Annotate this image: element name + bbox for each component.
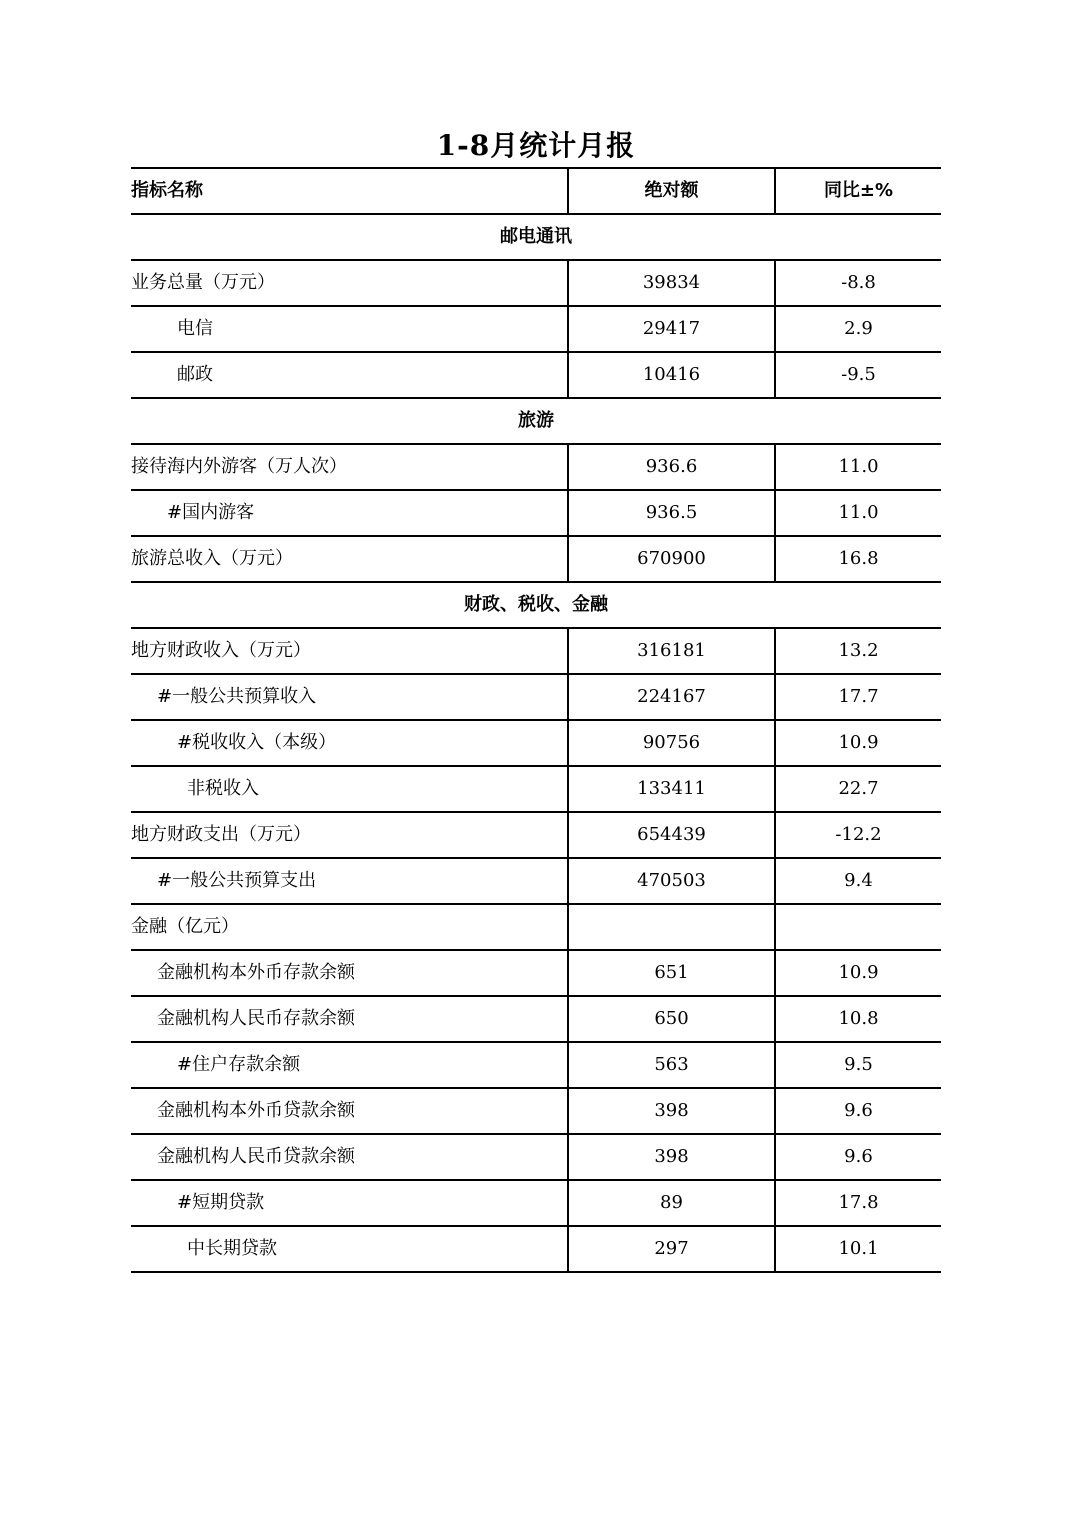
row-pct: 10.9 — [775, 720, 941, 766]
row-name: 中长期贷款 — [131, 1226, 568, 1272]
row-value: 316181 — [568, 628, 775, 674]
row-value: 936.5 — [568, 490, 775, 536]
table-row — [131, 1134, 941, 1180]
table-row — [131, 1042, 941, 1088]
row-pct: 10.1 — [775, 1226, 941, 1272]
row-name: 接待海内外游客（万人次） — [131, 444, 568, 490]
row-name: 地方财政支出（万元） — [131, 812, 568, 858]
table-row — [131, 996, 941, 1042]
row-value: 133411 — [568, 766, 775, 812]
row-value: 670900 — [568, 536, 775, 582]
row-value — [568, 904, 775, 950]
row-pct: -12.2 — [775, 812, 941, 858]
row-value: 398 — [568, 1134, 775, 1180]
row-pct: 10.8 — [775, 996, 941, 1042]
section-title: 旅游 — [131, 398, 941, 444]
table-row — [131, 720, 941, 766]
page-title: 1-8月统计月报 — [436, 129, 636, 162]
table-row — [131, 490, 941, 536]
row-pct: 9.4 — [775, 858, 941, 904]
table-row — [131, 1180, 941, 1226]
row-value: 297 — [568, 1226, 775, 1272]
row-name: #税收收入（本级） — [131, 720, 568, 766]
row-pct: 16.8 — [775, 536, 941, 582]
row-pct: 13.2 — [775, 628, 941, 674]
table-row — [131, 536, 941, 582]
table-row — [131, 1088, 941, 1134]
row-pct: 9.6 — [775, 1134, 941, 1180]
row-value: 650 — [568, 996, 775, 1042]
row-value: 470503 — [568, 858, 775, 904]
row-pct: 9.5 — [775, 1042, 941, 1088]
section-row-finance — [131, 582, 941, 628]
row-pct: 2.9 — [775, 306, 941, 352]
row-value: 398 — [568, 1088, 775, 1134]
header-value: 绝对额 — [568, 168, 775, 214]
section-row-post — [131, 214, 941, 260]
table-row — [131, 812, 941, 858]
row-pct: 11.0 — [775, 490, 941, 536]
table-row — [131, 628, 941, 674]
section-title: 财政、税收、金融 — [131, 582, 941, 628]
row-name: 金融机构人民币贷款余额 — [131, 1134, 568, 1180]
table-header-row — [131, 168, 941, 214]
row-value: 29417 — [568, 306, 775, 352]
row-name: 邮政 — [131, 352, 568, 398]
row-name: 金融机构本外币贷款余额 — [131, 1088, 568, 1134]
row-pct: 22.7 — [775, 766, 941, 812]
row-name: #住户存款余额 — [131, 1042, 568, 1088]
row-value: 651 — [568, 950, 775, 996]
row-name: #一般公共预算支出 — [131, 858, 568, 904]
table-row — [131, 950, 941, 996]
row-name: #短期贷款 — [131, 1180, 568, 1226]
statistics-table — [131, 167, 941, 1273]
row-name: #国内游客 — [131, 490, 568, 536]
section-row-tourism — [131, 398, 941, 444]
row-pct: 17.8 — [775, 1180, 941, 1226]
table-row — [131, 858, 941, 904]
row-value: 89 — [568, 1180, 775, 1226]
row-name: 金融（亿元） — [131, 904, 568, 950]
table-row — [131, 444, 941, 490]
row-name: 业务总量（万元） — [131, 260, 568, 306]
row-name: 电信 — [131, 306, 568, 352]
table-row — [131, 352, 941, 398]
row-value: 10416 — [568, 352, 775, 398]
table-row — [131, 766, 941, 812]
row-value: 936.6 — [568, 444, 775, 490]
row-value: 563 — [568, 1042, 775, 1088]
row-pct: -8.8 — [775, 260, 941, 306]
row-name: 旅游总收入（万元） — [131, 536, 568, 582]
section-title: 邮电通讯 — [131, 214, 941, 260]
row-pct — [775, 904, 941, 950]
row-pct: 11.0 — [775, 444, 941, 490]
row-value: 39834 — [568, 260, 775, 306]
row-pct: -9.5 — [775, 352, 941, 398]
row-pct: 9.6 — [775, 1088, 941, 1134]
row-pct: 10.9 — [775, 950, 941, 996]
row-name: 非税收入 — [131, 766, 568, 812]
row-value: 654439 — [568, 812, 775, 858]
row-name: #一般公共预算收入 — [131, 674, 568, 720]
row-name: 金融机构人民币存款余额 — [131, 996, 568, 1042]
table-row — [131, 674, 941, 720]
row-value: 224167 — [568, 674, 775, 720]
header-pct: 同比±% — [775, 168, 941, 214]
row-name: 金融机构本外币存款余额 — [131, 950, 568, 996]
row-name: 地方财政收入（万元） — [131, 628, 568, 674]
table-row — [131, 904, 941, 950]
row-pct: 17.7 — [775, 674, 941, 720]
table-row — [131, 306, 941, 352]
header-name: 指标名称 — [131, 168, 568, 214]
table-row — [131, 260, 941, 306]
row-value: 90756 — [568, 720, 775, 766]
table-row — [131, 1226, 941, 1272]
